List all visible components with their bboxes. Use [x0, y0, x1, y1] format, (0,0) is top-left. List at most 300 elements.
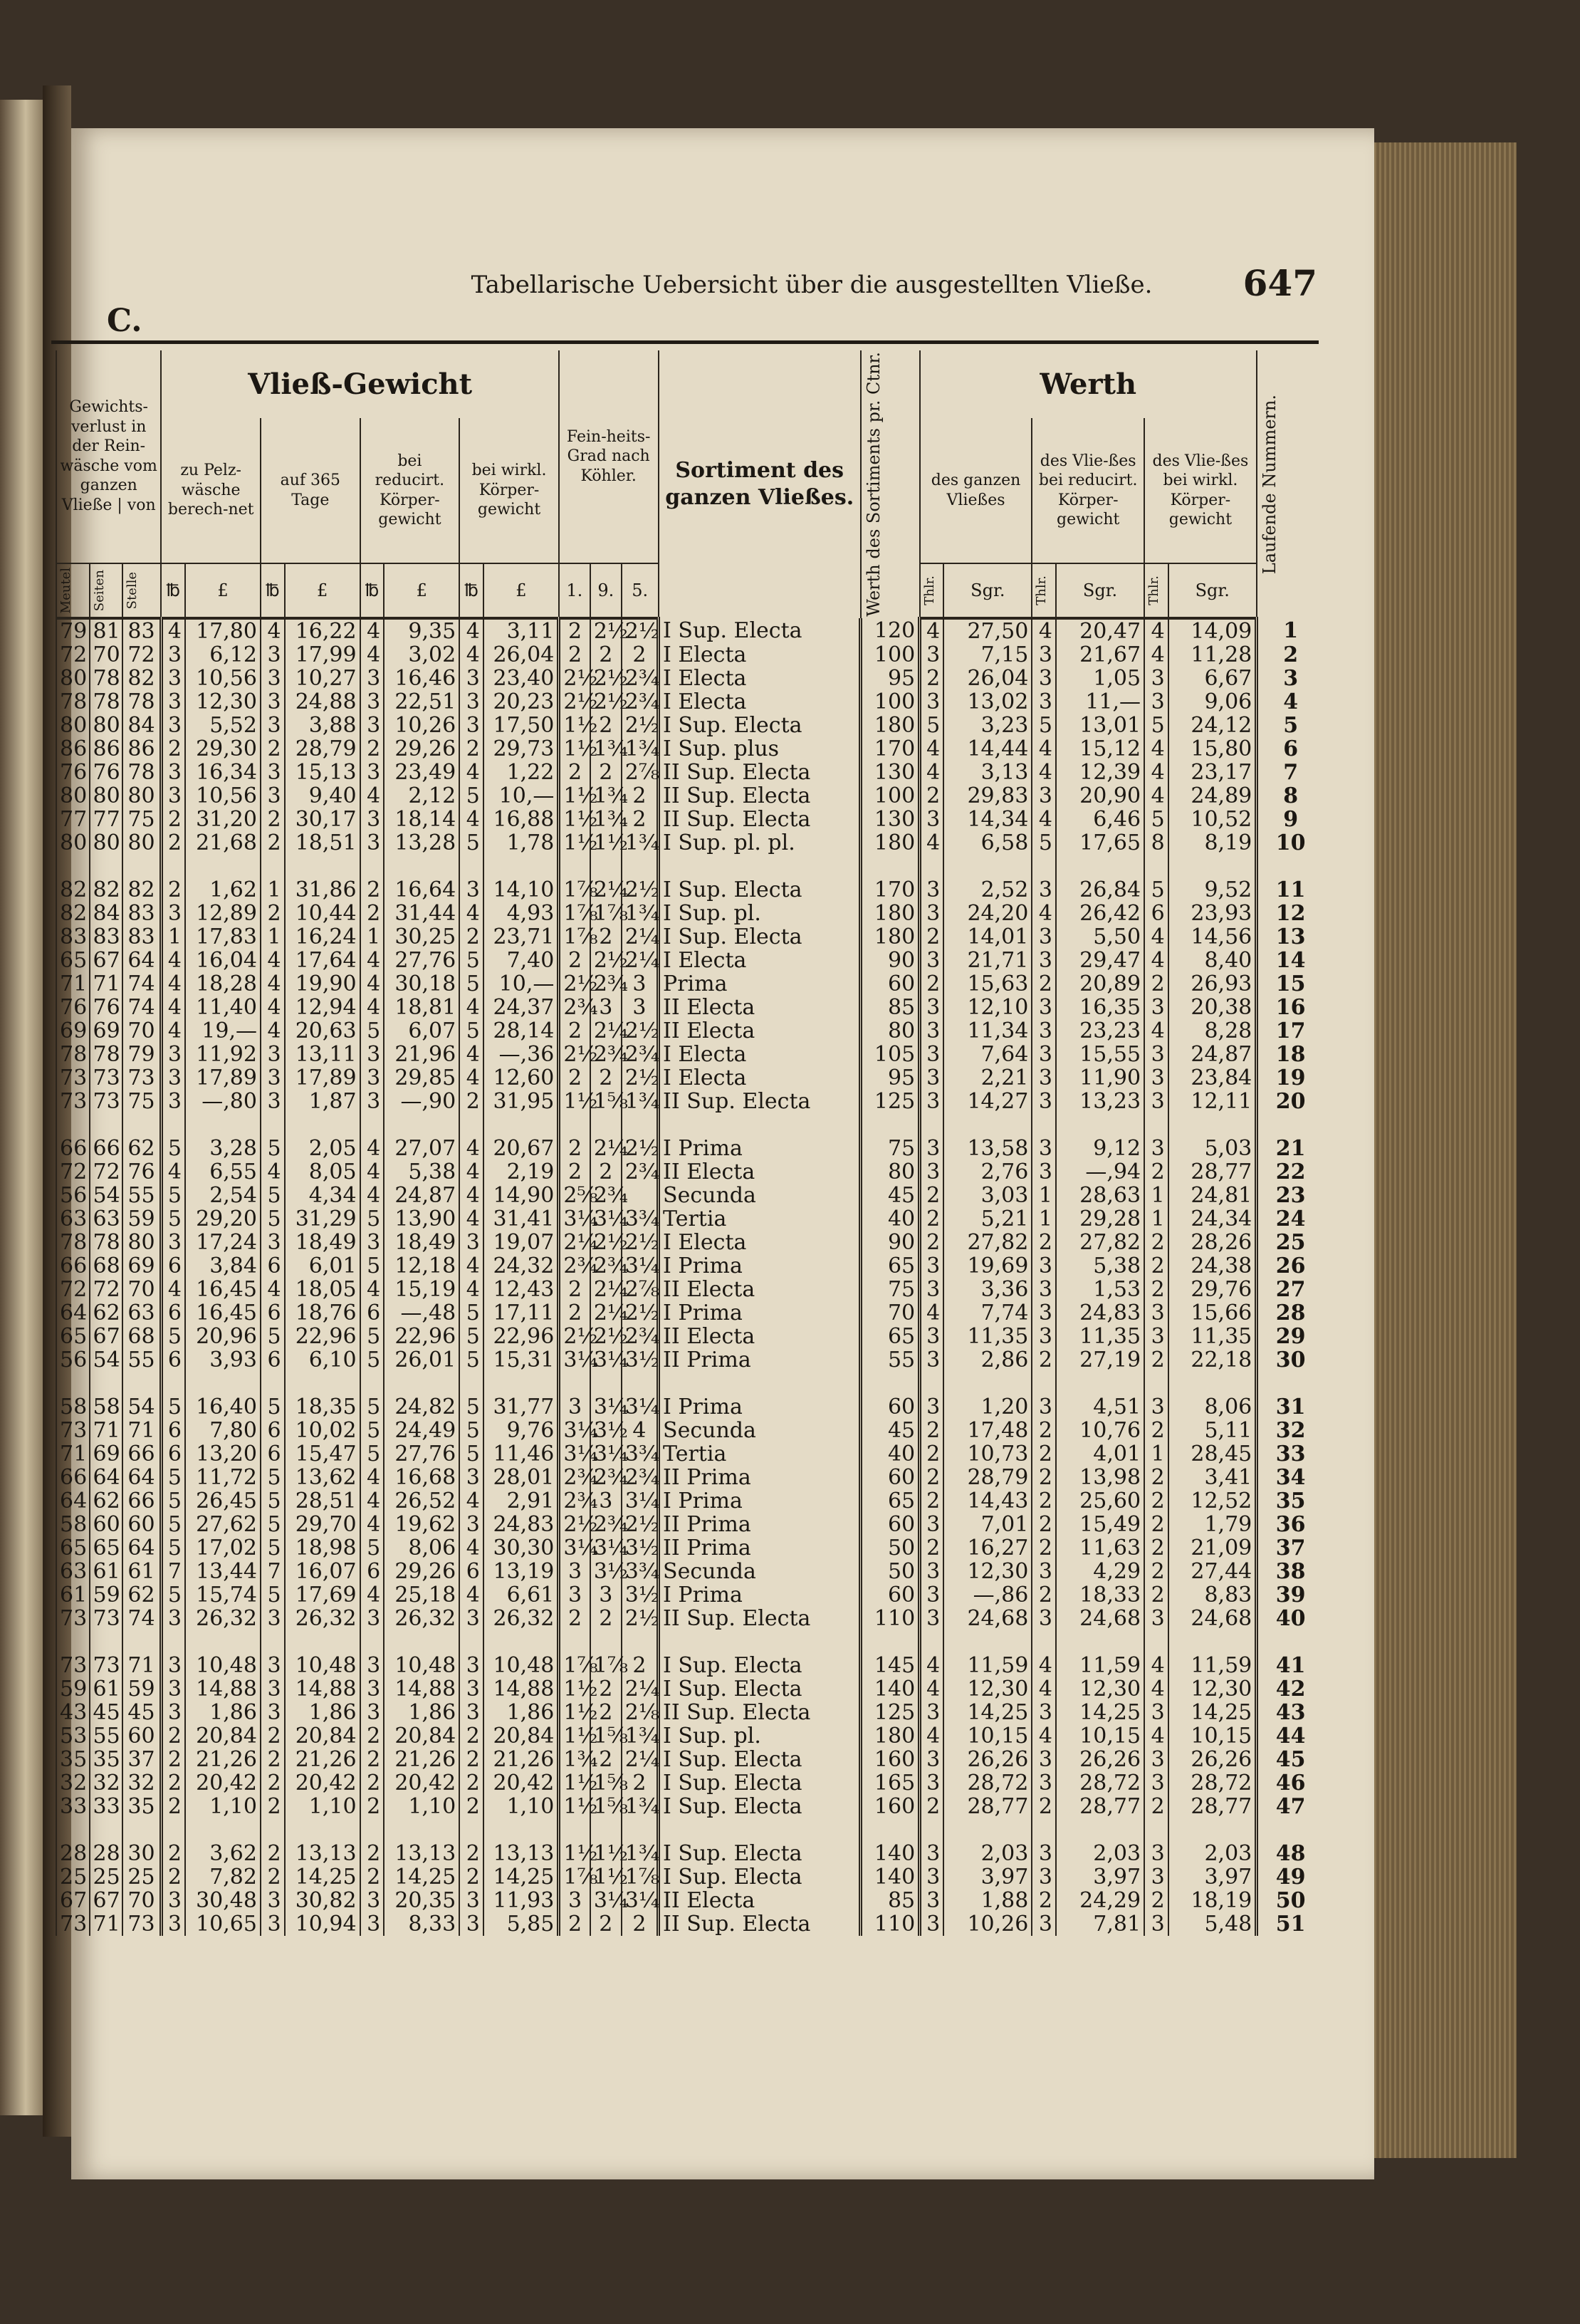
- table-cell: 28,26: [1168, 1231, 1257, 1254]
- table-cell: 3,28: [185, 1137, 261, 1160]
- table-cell: 29,28: [1056, 1207, 1144, 1231]
- table-cell: 3,03: [943, 1184, 1032, 1207]
- table-cell: 4: [360, 1278, 384, 1301]
- table-cell: 59: [122, 1677, 161, 1701]
- table-cell: 2: [1144, 1231, 1168, 1254]
- table-row: [56, 1724, 1323, 1748]
- table-cell: 1¾: [590, 784, 622, 808]
- table-row: [56, 1748, 1323, 1771]
- table-cell: 3: [161, 1912, 185, 1936]
- table-cell: 2: [459, 1771, 483, 1795]
- table-cell: 1½: [590, 831, 622, 855]
- table-cell: 12,39: [1056, 761, 1144, 784]
- table-cell: 3: [920, 1325, 944, 1348]
- table-cell: 3: [920, 1513, 944, 1536]
- table-cell: 28,72: [943, 1771, 1032, 1795]
- table-row: [56, 996, 1323, 1019]
- table-row: [56, 1137, 1323, 1160]
- table-cell: 7: [261, 1560, 285, 1583]
- table-cell: 1½: [559, 1771, 590, 1795]
- table-cell: 4,93: [483, 902, 559, 925]
- table-cell: 3: [360, 761, 384, 784]
- table-cell: 29,26: [384, 737, 459, 761]
- table-cell: 56: [56, 1348, 90, 1372]
- table-cell: 3: [1032, 1701, 1056, 1724]
- table-cell: 1¾: [590, 737, 622, 761]
- table-cell: 1,20: [943, 1395, 1032, 1419]
- table-cell: 9,52: [1168, 878, 1257, 902]
- table-cell: 2½: [590, 618, 622, 643]
- table-cell: 5: [459, 1019, 483, 1043]
- table-cell: 10,48: [285, 1654, 360, 1677]
- table-cell: 18,98: [285, 1536, 360, 1560]
- table-cell: 65: [861, 1325, 920, 1348]
- table-cell: 17,11: [483, 1301, 559, 1325]
- table-cell: 4: [1032, 737, 1056, 761]
- table-cell: 2,21: [943, 1066, 1032, 1090]
- table-cell: I Sup. Electa: [659, 878, 861, 902]
- table-cell: 45: [861, 1184, 920, 1207]
- table-cell: 67: [90, 1889, 123, 1912]
- table-cell: 5: [161, 1137, 185, 1160]
- table-cell: 2: [590, 1701, 622, 1724]
- unit-lot: £: [285, 563, 360, 618]
- table-cell: 1½: [559, 1842, 590, 1865]
- table-cell: 81: [90, 618, 123, 643]
- table-cell: 5: [459, 1442, 483, 1466]
- table-cell: 8,06: [384, 1536, 459, 1560]
- table-cell: 4: [1144, 784, 1168, 808]
- table-cell: 3: [360, 1889, 384, 1912]
- table-cell: 3½: [622, 1583, 659, 1607]
- table-cell: 1,86: [483, 1701, 559, 1724]
- table-cell: 59: [90, 1583, 123, 1607]
- table-cell: 24,32: [483, 1254, 559, 1278]
- table-cell: 2¼: [559, 1231, 590, 1254]
- table-row: [56, 1489, 1323, 1513]
- table-cell: 2¼: [590, 1278, 622, 1301]
- table-cell: 25: [1257, 1231, 1323, 1254]
- table-cell: 5,21: [943, 1207, 1032, 1231]
- table-cell: I Prima: [659, 1395, 861, 1419]
- table-cell: 18,14: [384, 808, 459, 831]
- table-cell: 4: [360, 784, 384, 808]
- table-cell: 4: [360, 949, 384, 972]
- table-cell: 60: [861, 972, 920, 996]
- table-cell: 2: [590, 1677, 622, 1701]
- table-cell: 10,65: [185, 1912, 261, 1936]
- table-cell: 4: [261, 972, 285, 996]
- table-cell: 28,77: [1168, 1160, 1257, 1184]
- table-cell: 90: [861, 949, 920, 972]
- table-cell: 28: [56, 1842, 90, 1865]
- table-cell: 4: [1032, 1724, 1056, 1748]
- table-cell: 24,68: [1168, 1607, 1257, 1630]
- table-cell: 20,84: [483, 1724, 559, 1748]
- table-cell: 6: [459, 1560, 483, 1583]
- table-cell: 9: [1257, 808, 1323, 831]
- table-row: [56, 667, 1323, 690]
- table-cell: 4: [360, 1489, 384, 1513]
- table-cell: 2: [1032, 1583, 1056, 1607]
- table-cell: 3¾: [622, 1207, 659, 1231]
- table-cell: 4: [622, 1419, 659, 1442]
- table-cell: 10,56: [185, 784, 261, 808]
- table-cell: 64: [122, 1466, 161, 1489]
- table-cell: 4: [1144, 949, 1168, 972]
- table-cell: 10,44: [285, 902, 360, 925]
- table-cell: 24,29: [1056, 1889, 1144, 1912]
- table-cell: 1: [1144, 1442, 1168, 1466]
- table-cell: 3: [360, 1677, 384, 1701]
- table-cell: 30,48: [185, 1889, 261, 1912]
- table-cell: 14,25: [1168, 1701, 1257, 1724]
- table-cell: I Electa: [659, 643, 861, 667]
- table-cell: 3: [360, 1607, 384, 1630]
- table-cell: 37: [122, 1748, 161, 1771]
- table-cell: 2,19: [483, 1160, 559, 1184]
- table-cell: 3: [1032, 996, 1056, 1019]
- table-cell: 17,50: [483, 714, 559, 737]
- table-cell: 2: [360, 1842, 384, 1865]
- table-cell: 58: [90, 1395, 123, 1419]
- table-cell: 6: [261, 1442, 285, 1466]
- table-cell: 4: [360, 618, 384, 643]
- table-cell: 28,63: [1056, 1184, 1144, 1207]
- table-cell: 2¼: [590, 878, 622, 902]
- table-cell: 2½: [559, 1043, 590, 1066]
- table-cell: 28,51: [285, 1489, 360, 1513]
- table-cell: 3: [1144, 1607, 1168, 1630]
- table-cell: 9,12: [1056, 1137, 1144, 1160]
- table-cell: 27,82: [943, 1231, 1032, 1254]
- table-cell: 3½: [622, 1536, 659, 1560]
- table-cell: 2: [559, 1912, 590, 1936]
- table-cell: 14,25: [285, 1865, 360, 1889]
- table-cell: 1,86: [285, 1701, 360, 1724]
- table-cell: 2: [161, 1795, 185, 1818]
- table-cell: 2: [559, 1278, 590, 1301]
- table-cell: 2: [261, 1771, 285, 1795]
- table-cell: 60: [861, 1513, 920, 1536]
- table-cell: I Electa: [659, 1231, 861, 1254]
- table-cell: 5: [1144, 878, 1168, 902]
- unit-sgr: Sgr.: [943, 563, 1032, 618]
- table-cell: 100: [861, 643, 920, 667]
- table-row: [56, 1701, 1323, 1724]
- table-cell: 3¼: [559, 1419, 590, 1442]
- table-cell: 2½: [622, 1301, 659, 1325]
- table-cell: 3: [920, 1748, 944, 1771]
- table-cell: 40: [1257, 1607, 1323, 1630]
- table-cell: 18,51: [285, 831, 360, 855]
- table-cell: 5,38: [1056, 1254, 1144, 1278]
- table-cell: 3¼: [622, 1489, 659, 1513]
- table-cell: 19,90: [285, 972, 360, 996]
- table-cell: 160: [861, 1748, 920, 1771]
- table-cell: 2: [1144, 1160, 1168, 1184]
- table-cell: I Sup. Electa: [659, 618, 861, 643]
- table-cell: 3: [920, 1137, 944, 1160]
- table-cell: 5: [360, 1019, 384, 1043]
- table-cell: 12,43: [483, 1278, 559, 1301]
- table-cell: 3: [459, 1231, 483, 1254]
- table-cell: 1½: [559, 784, 590, 808]
- table-cell: 26,04: [943, 667, 1032, 690]
- table-cell: 2: [161, 1771, 185, 1795]
- table-cell: 5,85: [483, 1912, 559, 1936]
- table-cell: 3: [459, 690, 483, 714]
- table-cell: 61: [56, 1583, 90, 1607]
- table-cell: 3: [161, 761, 185, 784]
- table-cell: 1: [261, 878, 285, 902]
- table-cell: 3: [161, 1677, 185, 1701]
- table-cell: 4: [161, 618, 185, 643]
- table-row: [56, 618, 1323, 643]
- table-cell: 4: [459, 643, 483, 667]
- table-cell: 20: [1257, 1090, 1323, 1113]
- table-cell: 29,30: [185, 737, 261, 761]
- table-cell: 14,90: [483, 1184, 559, 1207]
- table-cell: 66: [122, 1442, 161, 1466]
- table-cell: 2: [360, 878, 384, 902]
- table-cell: 1,10: [285, 1795, 360, 1818]
- table-cell: 3: [1144, 1043, 1168, 1066]
- table-cell: 86: [90, 737, 123, 761]
- table-cell: 3: [920, 1348, 944, 1372]
- unit-seiten: Seiten: [90, 563, 123, 618]
- table-cell: 3: [360, 667, 384, 690]
- table-cell: 2: [360, 902, 384, 925]
- table-cell: 2: [1032, 1489, 1056, 1513]
- table-cell: 180: [861, 831, 920, 855]
- book-cover-edge: [1374, 142, 1517, 2158]
- table-cell: 80: [90, 784, 123, 808]
- table-cell: 3: [1144, 1865, 1168, 1889]
- table-cell: 76: [122, 1160, 161, 1184]
- table-row: [56, 761, 1323, 784]
- table-cell: 4: [459, 1184, 483, 1207]
- table-cell: 78: [56, 690, 90, 714]
- table-cell: 2½: [622, 878, 659, 902]
- table-cell: 6: [161, 1254, 185, 1278]
- table-row: [56, 1912, 1323, 1936]
- table-cell: 7,81: [1056, 1912, 1144, 1936]
- table-cell: 28,45: [1168, 1442, 1257, 1466]
- table-row: [56, 1160, 1323, 1184]
- table-cell: 75: [861, 1278, 920, 1301]
- table-cell: 4: [360, 1160, 384, 1184]
- table-cell: 5: [360, 1395, 384, 1419]
- group-spacer: [56, 1818, 1323, 1842]
- table-cell: 25: [90, 1865, 123, 1889]
- table-cell: 2: [559, 949, 590, 972]
- table-cell: 2: [622, 1912, 659, 1936]
- table-cell: 3: [1144, 1748, 1168, 1771]
- table-cell: 1,87: [285, 1090, 360, 1113]
- table-cell: 3: [920, 1019, 944, 1043]
- table-cell: 28,79: [943, 1466, 1032, 1489]
- table-cell: 2: [360, 1748, 384, 1771]
- table-cell: 2: [1032, 972, 1056, 996]
- table-cell: 4: [1144, 643, 1168, 667]
- table-cell: 10,76: [1056, 1419, 1144, 1442]
- table-cell: 100: [861, 784, 920, 808]
- table-row: [56, 1419, 1323, 1442]
- table-cell: 3: [360, 1654, 384, 1677]
- table-cell: 3: [261, 667, 285, 690]
- table-cell: 2: [590, 1912, 622, 1936]
- table-cell: 17,24: [185, 1231, 261, 1254]
- unit-lot: £: [185, 563, 261, 618]
- table-cell: 4: [1144, 618, 1168, 643]
- table-cell: 2: [1032, 1466, 1056, 1489]
- table-cell: 3: [920, 1889, 944, 1912]
- table-cell: 2: [1032, 1231, 1056, 1254]
- table-cell: 3: [161, 1654, 185, 1677]
- table-cell: 69: [122, 1254, 161, 1278]
- table-cell: 24,68: [943, 1607, 1032, 1630]
- table-cell: 55: [90, 1724, 123, 1748]
- table-cell: 3: [920, 1254, 944, 1278]
- table-cell: 3: [459, 1654, 483, 1677]
- table-cell: 77: [90, 808, 123, 831]
- table-cell: 23,17: [1168, 761, 1257, 784]
- table-cell: 3¼: [590, 1348, 622, 1372]
- table-cell: 14: [1257, 949, 1323, 972]
- table-cell: 1½: [559, 808, 590, 831]
- table-cell: 2: [559, 1019, 590, 1043]
- table-cell: 3: [459, 1607, 483, 1630]
- table-cell: 59: [122, 1207, 161, 1231]
- table-cell: 24,68: [1056, 1607, 1144, 1630]
- table-row: [56, 808, 1323, 831]
- table-cell: 10,—: [483, 972, 559, 996]
- table-cell: 3: [261, 1607, 285, 1630]
- table-cell: 3: [920, 808, 944, 831]
- table-cell: 16,34: [185, 761, 261, 784]
- table-cell: 17,80: [185, 618, 261, 643]
- table-cell: 24: [1257, 1207, 1323, 1231]
- table-cell: 2¾: [590, 1254, 622, 1278]
- table-cell: 3: [360, 1066, 384, 1090]
- table-cell: 2: [161, 808, 185, 831]
- table-cell: 100: [861, 690, 920, 714]
- table-cell: 2: [559, 1066, 590, 1090]
- table-cell: 73: [90, 1654, 123, 1677]
- table-cell: 15: [1257, 972, 1323, 996]
- table-cell: 1½: [559, 831, 590, 855]
- table-cell: 26: [1257, 1254, 1323, 1278]
- table-cell: 83: [122, 925, 161, 949]
- table-cell: 8,40: [1168, 949, 1257, 972]
- table-cell: 5: [459, 1348, 483, 1372]
- table-cell: 84: [90, 902, 123, 925]
- table-cell: 2½: [559, 972, 590, 996]
- table-cell: 2½: [622, 1066, 659, 1090]
- header-fineness: Fein-heits-Grad nach Köhler.: [559, 350, 659, 563]
- table-cell: 12,89: [185, 902, 261, 925]
- table-cell: 3: [360, 690, 384, 714]
- table-cell: 2,52: [943, 878, 1032, 902]
- table-cell: 3: [1032, 1301, 1056, 1325]
- table-cell: 5: [161, 1583, 185, 1607]
- table-cell: 14,25: [943, 1701, 1032, 1724]
- table-cell: 3: [1257, 667, 1323, 690]
- table-cell: 66: [56, 1137, 90, 1160]
- table-cell: 1,88: [943, 1889, 1032, 1912]
- table-cell: 55: [122, 1348, 161, 1372]
- table-cell: 2: [1144, 1583, 1168, 1607]
- table-cell: 2: [459, 1795, 483, 1818]
- table-cell: 2: [1032, 1419, 1056, 1442]
- table-cell: 3: [161, 784, 185, 808]
- table-cell: 2: [1032, 1513, 1056, 1536]
- table-cell: 19,62: [384, 1513, 459, 1536]
- table-cell: 4: [920, 1677, 944, 1701]
- table-cell: 3: [261, 784, 285, 808]
- table-row: [56, 1889, 1323, 1912]
- table-cell: 4: [1032, 761, 1056, 784]
- table-cell: 12,11: [1168, 1090, 1257, 1113]
- table-cell: 3: [161, 902, 185, 925]
- table-cell: 35: [90, 1748, 123, 1771]
- table-cell: 75: [122, 808, 161, 831]
- table-cell: 6: [161, 1348, 185, 1372]
- table-cell: 15,80: [1168, 737, 1257, 761]
- table-cell: 3: [1032, 925, 1056, 949]
- table-cell: 2⅞: [622, 1278, 659, 1301]
- table-row: [56, 1184, 1323, 1207]
- table-cell: 5: [161, 1325, 185, 1348]
- table-cell: 2: [622, 643, 659, 667]
- table-cell: II Electa: [659, 1278, 861, 1301]
- table-cell: 3,62: [185, 1842, 261, 1865]
- table-cell: 1⅝: [590, 1795, 622, 1818]
- table-row: [56, 1771, 1323, 1795]
- table-cell: 13,02: [943, 690, 1032, 714]
- table-cell: 27,44: [1168, 1560, 1257, 1583]
- table-cell: 1¾: [622, 1090, 659, 1113]
- table-cell: 3: [360, 1231, 384, 1254]
- table-cell: 2¾: [590, 1184, 622, 1207]
- table-cell: 1¾: [590, 808, 622, 831]
- table-cell: 82: [122, 667, 161, 690]
- table-cell: 6: [261, 1254, 285, 1278]
- table-cell: 4: [920, 618, 944, 643]
- table-cell: 2½: [622, 1019, 659, 1043]
- table-cell: 5: [360, 1419, 384, 1442]
- table-cell: 23,84: [1168, 1066, 1257, 1090]
- table-cell: Secunda: [659, 1419, 861, 1442]
- table-cell: 4: [920, 1724, 944, 1748]
- table-cell: 1⅞: [559, 878, 590, 902]
- table-cell: 24,34: [1168, 1207, 1257, 1231]
- table-cell: 2: [261, 808, 285, 831]
- table-cell: 3: [1032, 1560, 1056, 1583]
- table-cell: 1,22: [483, 761, 559, 784]
- table-cell: 78: [56, 1231, 90, 1254]
- section-letter: C.: [107, 303, 142, 339]
- table-row: [56, 643, 1323, 667]
- unit-lb: ℔: [161, 563, 185, 618]
- table-cell: 3: [459, 1466, 483, 1489]
- table-cell: 14,25: [483, 1865, 559, 1889]
- table-cell: 3: [1032, 878, 1056, 902]
- table-cell: 1¾: [622, 737, 659, 761]
- table-cell: 28,77: [943, 1795, 1032, 1818]
- table-cell: 12,52: [1168, 1489, 1257, 1513]
